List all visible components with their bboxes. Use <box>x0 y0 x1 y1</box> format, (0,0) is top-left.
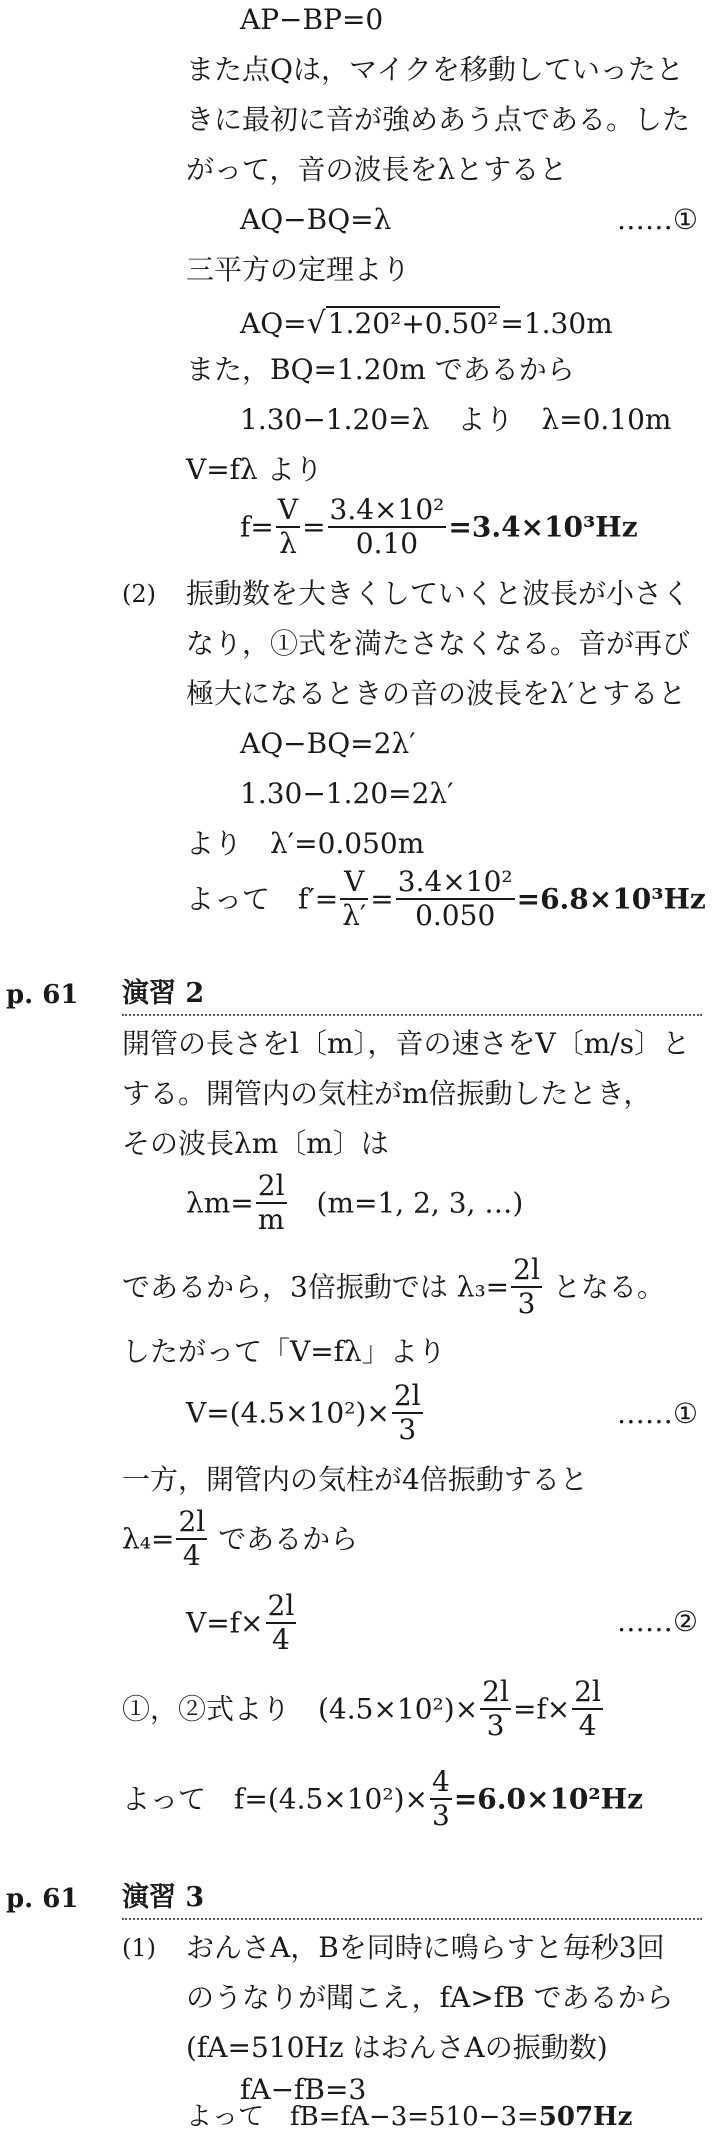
text-line: また，BQ=1.20m であるから <box>186 353 575 386</box>
equation-tag-1: ……① <box>616 203 698 236</box>
equation-tag-1: ……① <box>616 1397 698 1430</box>
text-line: きに最初に音が強めあう点である。した <box>186 103 691 136</box>
text-line: なり，①式を満たさなくなる。音が再び <box>186 627 691 660</box>
text-line: 極大になるときの音の波長をλ′とすると <box>186 677 687 710</box>
text-line: がって，音の波長をλとすると <box>186 153 568 186</box>
text-line: する。開管内の気柱がm倍振動したとき， <box>122 1077 652 1110</box>
text-line: 三平方の定理より <box>186 253 411 286</box>
text-line: のうなりが聞こえ，fA>fB であるから <box>186 1981 674 2014</box>
text-line: V=fλ より <box>186 453 323 486</box>
page-reference: p. 61 <box>6 1884 79 1914</box>
dotted-divider <box>122 1918 702 1920</box>
equation-wavelength: 1.30−1.20=λ より λ=0.10m <box>240 403 672 436</box>
equation-result: よって f=(4.5×10²)× $\frac{4}{3}$ =6.0×10²Hz <box>122 1765 644 1833</box>
sqrt-term: 1.20²+0.50² <box>327 307 499 340</box>
text-line: また点Qは，マイクを移動していったと <box>186 53 684 86</box>
section-title: 演習 3 <box>122 1882 205 1913</box>
equation-pythagoras: AQ=√1.20²+0.50²=1.30m <box>240 306 613 341</box>
equation-combine: ①，②式より (4.5×10²)× $\frac{2l}{3}$ =f× $\frac{2l}{4}$ <box>122 1675 602 1743</box>
answer-3: =6.0×10²Hz <box>453 1782 644 1816</box>
text-line: (fA=510Hz はおんさAの振動数) <box>186 2031 608 2064</box>
equation-ap-bp: AP−BP=0 <box>240 3 384 36</box>
equation-aq-bq: AQ−BQ=λ <box>240 203 392 236</box>
equation-line: fA−fB=3 <box>240 2073 367 2106</box>
equation-line: より λ′=0.050m <box>186 827 425 860</box>
equation-line: 1.30−1.20=2λ′ <box>240 777 454 810</box>
equation-frequency-2: よって f′= $\frac{V}{\lambda'}$ = $\frac{\text{3.4×10²}}{0.050}$ =6.8×10³Hz <box>186 865 706 933</box>
equation-line: AQ−BQ=2λ′ <box>240 727 416 760</box>
item-number: (2) <box>122 580 156 608</box>
equation-lambda-m: λm= $\frac{2l}{m}$ (m=1, 2, 3, …) <box>186 1169 524 1237</box>
item-number: (1) <box>122 1934 156 1962</box>
dotted-divider <box>122 1014 702 1016</box>
answer-4: 507Hz <box>538 2102 633 2132</box>
text-line: その波長λm〔m〕は <box>122 1127 389 1160</box>
equation-v-1: V=(4.5×10²)× $\frac{2l}{3}$ <box>186 1379 421 1447</box>
section-title: 演習 2 <box>122 978 205 1009</box>
equation-tag-2: ……② <box>616 1605 698 1638</box>
text-line: したがって「V=fλ」より <box>122 1335 446 1368</box>
text-line: λ₄= $\frac{2l}{4}$ であるから <box>122 1505 359 1573</box>
equation-v-2: V=f× $\frac{2l}{4}$ <box>186 1589 295 1657</box>
text-line: 開管の長さをl〔m〕，音の速さをV〔m/s〕と <box>122 1027 691 1060</box>
text-line: 振動数を大きくしていくと波長が小さく <box>186 577 691 610</box>
text-line: であるから，3倍振動では λ₃= $\frac{2l}{3}$ となる。 <box>122 1253 665 1321</box>
text-line: 一方，開管内の気柱が4倍振動すると <box>122 1463 588 1496</box>
equation-frequency: f= $\frac{V}{\lambda}$ = $\frac{\text{3.4×10²}}{0.10}$ =3.4×10³Hz <box>240 493 638 561</box>
answer-1: =3.4×10³Hz <box>448 510 638 544</box>
equation-result: よって fB=fA−3=510−3=507Hz <box>186 2102 633 2132</box>
answer-2: =6.8×10³Hz <box>516 882 706 916</box>
page-reference: p. 61 <box>6 980 79 1010</box>
text-line: おんさA，Bを同時に鳴らすと毎秒3回 <box>186 1931 665 1964</box>
